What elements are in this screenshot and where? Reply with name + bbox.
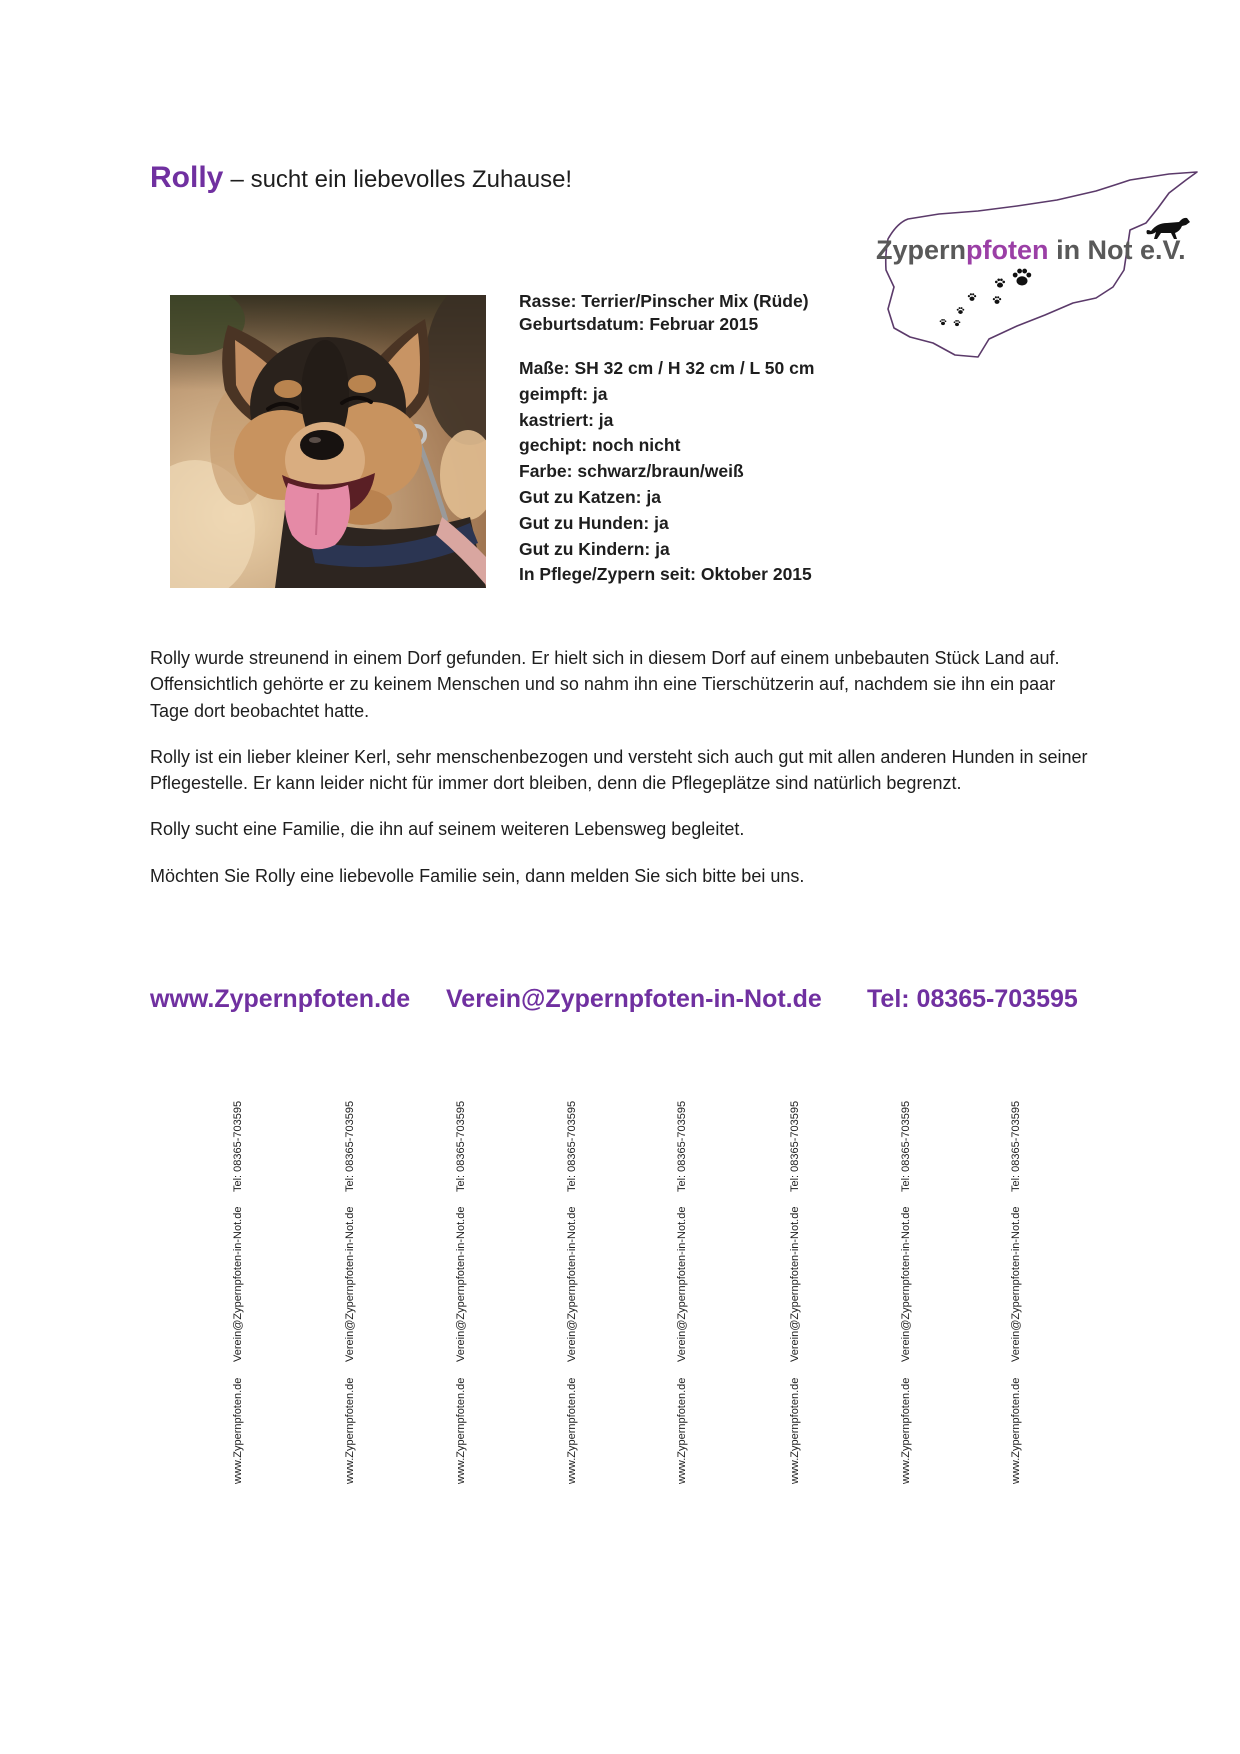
strip-website: www.Zypernpfoten.de <box>1010 1377 1022 1484</box>
profile-label: Geburtsdatum: <box>519 313 645 334</box>
logo-text-part: pfoten <box>966 235 1049 265</box>
strip-email: Verein@Zypernpfoten-in-Not.de <box>676 1206 688 1362</box>
strip-phone: Tel: 08365-703595 <box>1010 1100 1022 1192</box>
profile-value: SH 32 cm / H 32 cm / L 50 cm <box>574 358 815 378</box>
profile-label: Maße: <box>519 358 570 378</box>
profile-line-vaccinated <box>519 382 814 408</box>
profile-label: Rasse: <box>519 291 577 311</box>
profile-line-color <box>519 459 814 485</box>
profile-line-neutered <box>519 408 814 434</box>
profile-label: Gut zu Kindern: <box>519 538 651 559</box>
profile-value: ja <box>654 512 669 533</box>
profile-line-cats <box>519 485 814 511</box>
dog-photo-image <box>170 295 486 588</box>
paw-print-icon <box>993 296 1001 304</box>
strip-phone: Tel: 08365-703595 <box>566 1100 578 1192</box>
strip-email: Verein@Zypernpfoten-in-Not.de <box>455 1206 467 1362</box>
profile-label: geimpft: <box>519 383 589 404</box>
tear-off-strip <box>343 1098 357 1484</box>
profile-line-breed <box>519 290 809 313</box>
description-paragraph: Möchten Sie Rolly eine liebevolle Familie sein, dann melden Sie sich bitte bei uns. <box>150 865 805 886</box>
strip-email: Verein@Zypernpfoten-in-Not.de <box>1010 1206 1022 1362</box>
page-title <box>150 160 572 201</box>
profile-value: noch nicht <box>591 435 681 456</box>
paw-print-icon <box>968 293 976 301</box>
strip-email: Verein@Zypernpfoten-in-Not.de <box>566 1206 578 1362</box>
tear-off-strip <box>788 1098 802 1484</box>
strip-website: www.Zypernpfoten.de <box>344 1377 356 1484</box>
profile-line-dogs <box>519 511 814 537</box>
paw-print-icon <box>954 320 961 326</box>
strip-website: www.Zypernpfoten.de <box>232 1377 244 1484</box>
profile-value: Oktober 2015 <box>700 564 812 585</box>
strip-website: www.Zypernpfoten.de <box>566 1377 578 1484</box>
profile-label: Farbe: <box>519 461 573 482</box>
contact-website: www.Zypernpfoten.de <box>150 985 411 1013</box>
strip-phone: Tel: 08365-703595 <box>900 1100 912 1192</box>
profile-value: ja <box>598 409 614 430</box>
profile-line-foster-since <box>519 562 814 588</box>
contact-phone: Tel: 08365-703595 <box>867 985 1078 1013</box>
profile-line-chipped <box>519 433 814 459</box>
paw-print-icon <box>940 319 947 325</box>
description-paragraph: Rolly sucht eine Familie, die ihn auf seinem weiteren Lebensweg begleitet. <box>150 819 745 840</box>
strip-phone: Tel: 08365-703595 <box>232 1100 244 1192</box>
strip-website: www.Zypernpfoten.de <box>455 1377 467 1484</box>
strip-email: Verein@Zypernpfoten-in-Not.de <box>232 1206 244 1362</box>
logo-text-part: Zypern <box>876 235 967 265</box>
profile-label: Gut zu Katzen: <box>519 486 642 507</box>
dog-photo <box>170 295 486 588</box>
strip-website: www.Zypernpfoten.de <box>900 1377 912 1484</box>
profile-line-birthdate <box>519 313 809 336</box>
profile-group-basic <box>519 290 809 335</box>
tear-off-strip <box>454 1098 468 1484</box>
profile-label: gechipt: <box>519 435 588 456</box>
strip-phone: Tel: 08365-703595 <box>455 1100 467 1192</box>
paw-print-icon <box>1013 269 1031 286</box>
paw-print-icon <box>957 307 965 314</box>
profile-value: Terrier/Pinscher Mix (Rüde) <box>581 291 809 311</box>
contact-email: Verein@Zypernpfoten-in-Not.de <box>446 985 822 1013</box>
profile-value: Februar 2015 <box>649 313 759 334</box>
tear-off-strip <box>675 1098 689 1484</box>
strip-email: Verein@Zypernpfoten-in-Not.de <box>344 1206 356 1362</box>
profile-value: ja <box>646 486 661 507</box>
profile-label: kastriert: <box>519 409 594 430</box>
description-paragraph: Rolly ist ein lieber kleiner Kerl, sehr menschenbezogen und versteht sich auch gut mit allen anderen Hunden in seiner Pflegestelle. Er kann leider nicht für immer dort bleiben, denn die Pflegeplätze sind natürlich begrenzt. <box>150 746 1088 794</box>
description-paragraph: Rolly wurde streunend in einem Dorf gefunden. Er hielt sich in diesem Dorf auf einem unbebauten Stück Land auf. Offensichtlich gehörte er zu keinem Menschen und so nahm ihn eine Tierschützerin auf, nachdem sie ihn ein paar Tage dort beobachtet hatte. <box>150 648 1060 721</box>
profile-group-details <box>519 356 814 588</box>
logo-text-part: in Not e.V. <box>1056 235 1186 265</box>
profile-line-children <box>519 537 814 563</box>
strip-website: www.Zypernpfoten.de <box>676 1377 688 1484</box>
strip-website: www.Zypernpfoten.de <box>789 1377 801 1484</box>
profile-value: ja <box>655 538 670 559</box>
strip-email: Verein@Zypernpfoten-in-Not.de <box>900 1206 912 1362</box>
profile-label: Gut zu Hunden: <box>519 512 650 533</box>
tear-off-strip <box>1009 1098 1023 1484</box>
strip-phone: Tel: 08365-703595 <box>676 1100 688 1192</box>
tear-off-strip <box>565 1098 579 1484</box>
title-tagline: – sucht ein liebevolles Zuhause! <box>230 166 573 193</box>
strip-phone: Tel: 08365-703595 <box>344 1100 356 1192</box>
profile-value: schwarz/braun/weiß <box>577 461 744 482</box>
profile-label: In Pflege/Zypern seit: <box>519 564 696 585</box>
strip-email: Verein@Zypernpfoten-in-Not.de <box>789 1206 801 1362</box>
description <box>150 645 1092 909</box>
organization-logo <box>875 165 1205 365</box>
tear-off-strip <box>231 1098 245 1484</box>
logo-wordmark <box>876 234 1186 266</box>
dog-name: Rolly <box>150 161 224 194</box>
paw-print-icon <box>995 278 1005 287</box>
profile-value: ja <box>592 383 608 404</box>
profile-line-measurements <box>519 356 814 382</box>
strip-phone: Tel: 08365-703595 <box>789 1100 801 1192</box>
tear-off-strip <box>899 1098 913 1484</box>
